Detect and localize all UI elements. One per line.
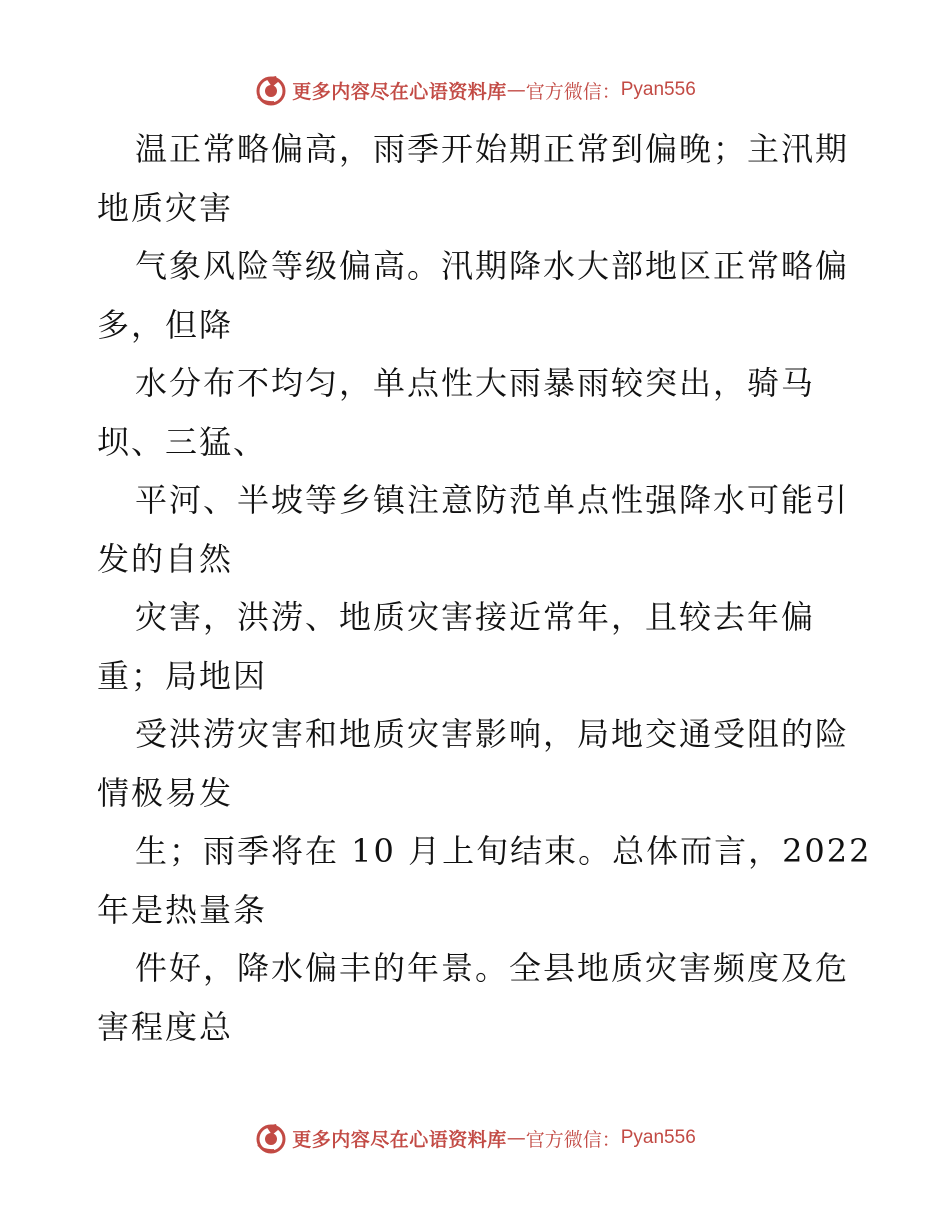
footer-brand-text: 更多内容尽在心语资料库	[292, 1128, 507, 1151]
text-line: 多，但降	[97, 305, 234, 344]
header-contact-label: 官方微信：	[525, 80, 621, 103]
text-line: 平河、半坡等乡镇注意防范单点性强降水可能引	[135, 481, 850, 519]
text-line: 水分布不均匀，单点性大雨暴雨较突出，骑马	[135, 364, 816, 402]
footer-contact-label: 官方微信：	[525, 1128, 621, 1151]
text-line: 温正常略偏高，雨季开始期正常到偏晚；主汛期	[135, 130, 850, 168]
text-line: 地质灾害	[97, 188, 234, 227]
text-line: 生；雨季将在 10 月上旬结束。总体而言，2022	[135, 832, 872, 870]
text-line: 件好，降水偏丰的年景。全县地质灾害频度及危	[135, 949, 850, 987]
header-watermark	[0, 70, 950, 110]
brand-logo-icon	[254, 1121, 288, 1155]
footer-watermark	[0, 1118, 950, 1158]
header-contact-id: Pyan556	[620, 79, 696, 100]
text-line: 情极易发	[97, 773, 234, 812]
header-dash: —	[506, 79, 526, 101]
text-line: 重；局地因	[97, 656, 268, 695]
text-line: 受洪涝灾害和地质灾害影响，局地交通受阻的险	[135, 715, 850, 753]
text-line: 灾害，洪涝、地质灾害接近常年，且较去年偏	[135, 598, 816, 636]
footer-dash: —	[506, 1127, 526, 1149]
footer-contact-id: Pyan556	[620, 1127, 696, 1148]
document-body	[97, 120, 872, 1056]
text-line: 坝、三猛、	[97, 422, 268, 461]
header-brand-text: 更多内容尽在心语资料库	[292, 80, 507, 103]
text-line: 发的自然	[97, 539, 234, 578]
text-line: 气象风险等级偏高。汛期降水大部地区正常略偏	[135, 247, 850, 285]
brand-logo-icon	[254, 73, 288, 107]
text-line: 年是热量条	[97, 890, 268, 929]
text-line: 害程度总	[97, 1007, 234, 1046]
